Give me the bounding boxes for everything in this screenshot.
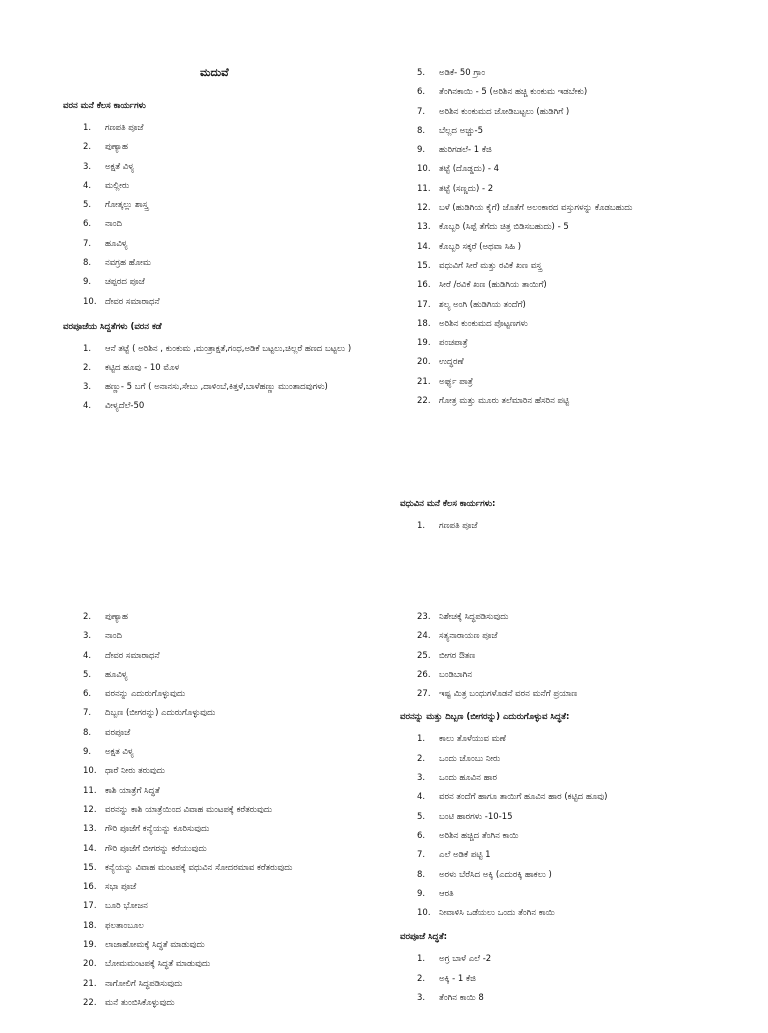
list-item <box>417 431 740 450</box>
page-title: ಮದುವೆ <box>200 66 229 79</box>
list-item: 10. ದೇವರ ಸಮಾರಾಧನೆ <box>83 296 160 307</box>
list-item: 7. ಹೂವಿಳ್ಯ <box>83 238 128 249</box>
list-item: 9. ಹುರಿಗಡಲೆ- 1 ಕೆಜಿ <box>417 145 492 156</box>
list-item: 4. ವೀಳ್ಯದೆಲೆ-50 <box>83 401 145 412</box>
list-item: 18. ಅರಿಶಿನ ಕುಂಕುಮದ ಪೊಟ್ಟಣಗಳು <box>417 318 528 329</box>
list-item: 1. ಅಗ್ರ ಬಾಳೆ ಎಲೆ -2 <box>417 954 492 965</box>
list-item: 16. ಸಭಾ ಪೂಜೆ <box>83 882 137 893</box>
list-item: 7. ಎಲೆ ಅಡಿಕೆ ಪಟ್ಟಿ 1 <box>417 850 491 861</box>
list-item: 8. ಬೆಲ್ಲದ ಅಚ್ಚು-5 <box>417 125 484 136</box>
list-item: 10. ತಟ್ಟೆ (ದೊಡ್ಡದು) - 4 <box>417 164 500 175</box>
list-item: 15. ವಧುವಿಗೆ ಸೀರೆ ಮತ್ತು ರವಿಕೆ ಖಣ ವಸ್ತ್ರ <box>417 260 542 271</box>
list-item: 11. ಕಾಶಿ ಯಾತ್ರೆಗೆ ಸಿದ್ಧತೆ <box>83 785 160 796</box>
list-item: 5. ಹೂವಿಳ್ಯ <box>83 669 128 680</box>
list-item: 12. ಬಳೆ (ಹುಡಿಗಿಯ ಕೈಗೆ) ಜೊತೆಗೆ ಅಲಂಕಾರದ ವಸ್ತುಗಳನ್ನು ಕೊಡಬಹುದು <box>417 203 633 214</box>
list-item: 7. ದಿಬ್ಬಣ (ಬೀಗರನ್ನು) ಎದುರುಗೊಳ್ಳುವುದು <box>83 708 216 719</box>
list-item: 14. ಗೌರಿ ಪೂಜೆಗೆ ಬೀಗರನ್ನು ಕರೆಯುವುದು <box>83 843 207 854</box>
section-heading: ವರನನ್ನು ಮತ್ತು ದಿಬ್ಬಣ (ಬೀಗರನ್ನು) ಎದುರುಗೊಳ್ಳುವ ಸಿದ್ಧತೆ: <box>400 712 570 723</box>
right-column <box>400 64 740 536</box>
list-item: 10. ಧಾರೆ ನೀರು ತರುವುದು <box>83 766 165 777</box>
list-item: 3. ಅಕ್ಷತೆ ವಿಳ್ಯ <box>83 161 135 172</box>
list-item: 26. ಬಂಡಿಬಾಗಿನ <box>417 669 473 680</box>
list-item: 21. ಅರ್ಘ್ಯ ಪಾತ್ರೆ <box>417 376 473 387</box>
varapooja-list-continued <box>417 64 740 489</box>
list-item: 24. ಸತ್ಯನಾರಾಯಣ ಪೂಜೆ <box>417 631 498 642</box>
list-item: 10. ನೀವಾಳಿಸಿ ಒಡೆಯಲು ಒಂದು ತೆಂಗಿನ ಕಾಯಿ <box>417 908 555 919</box>
list-item <box>417 411 740 430</box>
list-item: 25. ಬೀಗರ ಔತಣ <box>417 650 476 661</box>
left-column <box>63 96 373 417</box>
list-item: 6. ವರನನ್ನು ಎದುರುಗೊಳ್ಳುವುದು <box>83 689 186 700</box>
list-item: 20. ಉದ್ಧರಣೆ <box>417 357 464 368</box>
list-item: 6. ತೆಂಗಿನಕಾಯಿ - 5 (ಅರಿಶಿನ ಹಚ್ಚಿ ಕುಂಕುಮ ಇಡಬೇಕು) <box>417 87 588 98</box>
bride-tasks-list-end <box>417 608 740 704</box>
list-item <box>83 1013 393 1032</box>
list-item: 2. ಪುಣ್ಯಾಹ <box>83 142 128 153</box>
list-item: 14. ಕೊಬ್ಬರಿ ಸಕ್ಕರೆ (ಅಥವಾ ಸಿಹಿ ) <box>417 241 522 252</box>
list-item: 5. ಗೋತ್ಕಲ್ಲು ಶಾಸ್ತ್ರ <box>83 200 149 211</box>
list-item: 15. ಕನ್ಯೆಯನ್ನು ವಿವಾಹ ಮಂಟಪಕ್ಕೆ ವಧುವಿನ ಸೋದರಮಾವ ಕರೆತರುವುದು <box>83 862 293 873</box>
list-item: 2. ಅಕ್ಕಿ - 1 ಕೆಜಿ <box>417 973 476 984</box>
section-heading: ವರಪೂಜೆ ಸಿದ್ಧತೆ: <box>400 932 448 943</box>
list-item: 13. ಗೌರಿ ಪೂಜೆಗೆ ಕನ್ಯೆಯನ್ನು ಕೂರಿಸುವುದು <box>83 824 210 835</box>
list-item: 27. ಇಷ್ಟ ಮಿತ್ರ ಬಂಧುಗಳೊಡನೆ ವರನ ಮನೆಗೆ ಪ್ರಯಾಣ <box>417 689 578 700</box>
list-item: 9. ಚಪ್ಪರದ ಪೂಜೆ <box>83 277 145 288</box>
list-item: 22. ಗೋತ್ರ ಮತ್ತು ಮೂರು ತಲೆಮಾರಿನ ಹೆಸರಿನ ಪಟ್ಟಿ <box>417 396 570 407</box>
list-item: 21. ನಾಗೋಲಿಗೆ ಸಿದ್ಧಪಡಿಸುವುದು <box>83 978 183 989</box>
list-item: 3. ಹಣ್ಣು- 5 ಬಗೆ ( ಅನಾನಸು,ಸೇಬು ,ದಾಳಿಂಬೆ,ಕಿತ್ತಳೆ,ಬಾಳೆಹಣ್ಣು ಮುಂತಾದವುಗಳು) <box>83 382 328 393</box>
left-column <box>83 608 393 1033</box>
section-heading: ವರಪೂಜೆಯ ಸಿದ್ದತೆಗಳು (ವರನ ಕಡೆ <box>63 321 162 332</box>
list-item: 4. ವರನ ತಂದೆಗೆ ಹಾಗೂ ತಾಯಿಗೆ ಹೂವಿನ ಹಾರ (ಕಟ್ಟಿದ ಹೂವು) <box>417 792 608 803</box>
list-item: 13. ಕೊಬ್ಬರಿ (ಸಿಪ್ಪೆ ತೆಗೆದು ಚಿತ್ರ ಬಿಡಿಸಬಹುದು) - 5 <box>417 222 569 233</box>
varapooja-prep-list <box>417 950 740 1008</box>
list-item: 1. ಕಾಲು ತೊಳೆಯುವ ಮಣೆ <box>417 734 506 745</box>
list-item: 3. ಒಂದು ಹೂವಿನ ಹಾರ <box>417 773 497 784</box>
list-item: 17. ಬೂರಿ ಭೋಜನ <box>83 901 148 912</box>
list-item: 11. ತಟ್ಟೆ (ಸಣ್ಣದು) - 2 <box>417 183 494 194</box>
groom-tasks-list <box>83 119 373 312</box>
list-item: 8. ನವಗ್ರಹ ಹೋಮ <box>83 258 151 269</box>
section-heading: ವಧುವಿನ ಮನೆ ಕೆಲಸ ಕಾರ್ಯಗಳು: <box>400 498 496 509</box>
list-item: 5. ಅಡಿಕೆ- 50 ಗ್ರಾಂ <box>417 68 486 78</box>
list-item: 6. ಅರಿಶಿನ ಹಚ್ಚಿದ ತೆಂಗಿನ ಕಾಯಿ <box>417 830 519 841</box>
list-item: 1. ಗಣಪತಿ ಪೂಜೆ <box>417 520 478 531</box>
list-item: 3. ನಾಂದಿ <box>83 631 122 642</box>
list-item: 4. ದೇವರ ಸಮಾರಾಧನೆ <box>83 650 160 661</box>
list-item: 5. ಬಂಟಿ ಹಾರಗಳು -10-15 <box>417 811 513 822</box>
welcome-prep-list <box>417 730 740 923</box>
right-column <box>400 608 740 1008</box>
list-item <box>417 469 740 488</box>
list-item: 1. ಆನೆ ತಟ್ಟೆ ( ಅರಿಶಿನ , ಕುಂಕುಮ ,ಮಂತ್ರಾಕ್ಷತೆ,ಗಂಧ,ಅಡಿಕೆ ಬಟ್ಟಲು,ಚಿಲ್ಲರೆ ಹಣದ ಬಟ್ಟಲು ) <box>83 343 352 354</box>
bride-tasks-list <box>417 517 740 536</box>
list-item: 22. ಮನೆ ತುಂಬಿಸಿಕೊಳ್ಳುವುದು <box>83 997 175 1008</box>
list-item: 23. ನಿಶೇಚಕ್ಕೆ ಸಿದ್ಧಪಡಿಸುವುದು <box>417 612 509 622</box>
list-item: 9. ಅಕ್ಷತ ವಿಳ್ಯ <box>83 747 134 758</box>
list-item: 8. ವರಪೂಜೆ <box>83 727 131 738</box>
list-item: 16. ಸೀರೆ /ರವಿಕೆ ಖಣ (ಹುಡಿಗಿಯ ತಾಯಿಗೆ) <box>417 280 547 291</box>
bride-tasks-list-continued <box>83 608 393 1033</box>
list-item: 2. ಪುಣ್ಯಾಹ <box>83 612 128 622</box>
section-heading: ವರನ ಮನೆ ಕೆಲಸ ಕಾರ್ಯಗಳು <box>63 101 146 111</box>
list-item: 18. ಫಲತಾಂಬೂಲ <box>83 920 144 931</box>
page-2 <box>0 600 768 1024</box>
list-item <box>417 450 740 469</box>
list-item: 8. ಅರಳು ಬೆರೆಸಿದ ಅಕ್ಕಿ (ಎದುರಕ್ಕಿ ಹಾಕಲು ) <box>417 869 552 880</box>
list-item: 9. ಆರತಿ <box>417 888 454 899</box>
list-item: 12. ವರನನ್ನು ಕಾಶಿ ಯಾತ್ರೆಯಿಂದ ವಿವಾಹ ಮಂಟಪಕ್ಕೆ ಕರೆತರುವುದು <box>83 804 273 815</box>
list-item: 1. ಗಣಪತಿ ಪೂಜೆ <box>83 123 144 133</box>
list-item: 20. ಬೋಮಮಂಟಪಕ್ಕೆ ಸಿದ್ಧತೆ ಮಾಡುವುದು <box>83 959 211 970</box>
list-item: 2. ಒಂದು ಚೊಂಬು ನೀರು <box>417 753 501 764</box>
list-item: 7. ಅರಿಶಿನ ಕುಂಕುಮದ ಜೋಡಿಬಟ್ಟಲು (ಹುಡಿಗಿಗೆ ) <box>417 106 570 117</box>
varapooja-list <box>83 340 368 417</box>
list-item: 3. ತೆಂಗಿನ ಕಾಯಿ 8 <box>417 993 484 1004</box>
list-item: 17. ಶಲ್ಯ ಅಂಗಿ (ಹುಡಿಗಿಯ ತಂದೆಗೆ) <box>417 299 526 310</box>
list-item: 19. ಲಾಜಾಹೋಮಕ್ಕೆ ಸಿದ್ಧತೆ ಮಾಡುವುದು <box>83 940 205 951</box>
list-item: 4. ಮಲ್ಲೀರು <box>83 180 130 191</box>
list-item: 2. ಕಟ್ಟಿದ ಹೂವು - 10 ಮೊಳ <box>83 362 180 373</box>
list-item: 19. ಪಂಚಪಾತ್ರೆ <box>417 338 468 349</box>
list-item: 6. ನಾಂದಿ <box>83 219 122 230</box>
